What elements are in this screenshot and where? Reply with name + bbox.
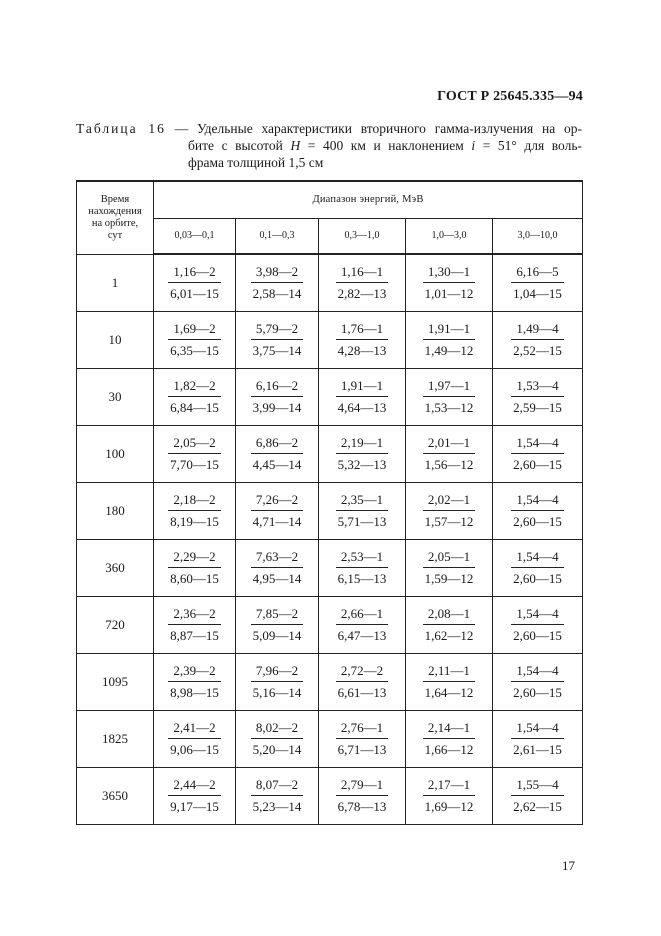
- fraction-denominator: 6,61—13: [337, 684, 387, 700]
- fraction-numerator: 2,53—1: [336, 548, 388, 568]
- fraction: [251, 263, 303, 302]
- fraction-denominator: 2,61—15: [513, 741, 562, 757]
- value-cell: [493, 539, 583, 596]
- table-row: [77, 482, 583, 539]
- fraction-denominator: 1,04—15: [513, 285, 562, 301]
- fraction-denominator: 1,59—12: [424, 570, 474, 586]
- fraction-denominator: 5,71—13: [337, 513, 387, 529]
- fraction-denominator: 1,53—12: [424, 399, 474, 415]
- fraction-numerator: 2,66—1: [336, 605, 388, 625]
- range-header-0: 0,03—0,1: [154, 218, 236, 254]
- fraction-denominator: 7,70—15: [170, 456, 219, 472]
- value-cell: [493, 596, 583, 653]
- fraction-numerator: 1,54—4: [511, 434, 563, 454]
- range-header-2: 0,3—1,0: [319, 218, 406, 254]
- value-cell: [406, 368, 493, 425]
- fraction: [336, 377, 388, 416]
- fraction: [251, 605, 303, 644]
- fraction: [168, 263, 220, 302]
- fraction-numerator: 2,01—1: [423, 434, 475, 454]
- time-cell: 720: [77, 596, 154, 653]
- fraction-numerator: 1,16—1: [336, 263, 388, 283]
- fraction-numerator: 1,69—2: [168, 320, 220, 340]
- fraction: [511, 776, 563, 815]
- fraction: [511, 320, 563, 359]
- fraction-numerator: 2,36—2: [168, 605, 220, 625]
- fraction: [423, 548, 475, 587]
- fraction-numerator: 1,97—1: [423, 377, 475, 397]
- value-cell: [154, 767, 236, 824]
- fraction-denominator: 1,69—12: [424, 798, 474, 814]
- fraction: [336, 263, 388, 302]
- caption-text-1: Удельные характеристики вторичного гамма-излучения на ор-: [196, 121, 582, 136]
- table-row: [77, 767, 583, 824]
- fraction: [251, 719, 303, 758]
- time-header-line: на орбите,: [91, 217, 139, 229]
- table-row: [77, 254, 583, 311]
- energy-range-header: Диапазон энергий, МэВ: [154, 181, 583, 218]
- fraction: [336, 548, 388, 587]
- fraction: [251, 548, 303, 587]
- table-row: [77, 368, 583, 425]
- fraction: [511, 434, 563, 473]
- fraction-numerator: 1,53—4: [511, 377, 563, 397]
- value-cell: [236, 767, 319, 824]
- fraction-numerator: 1,55—4: [511, 776, 563, 796]
- range-header-4: 3,0—10,0: [493, 218, 583, 254]
- fraction: [251, 434, 303, 473]
- fraction-numerator: 2,76—1: [336, 719, 388, 739]
- fraction-numerator: 2,11—1: [423, 662, 475, 682]
- value-cell: [493, 710, 583, 767]
- value-cell: [319, 596, 406, 653]
- value-cell: [236, 653, 319, 710]
- fraction: [251, 491, 303, 530]
- value-cell: [406, 596, 493, 653]
- fraction-numerator: 6,86—2: [251, 434, 303, 454]
- fraction: [251, 776, 303, 815]
- fraction-denominator: 1,56—12: [424, 456, 474, 472]
- value-cell: [406, 425, 493, 482]
- value-cell: [319, 311, 406, 368]
- value-cell: [154, 425, 236, 482]
- fraction-numerator: 2,35—1: [336, 491, 388, 511]
- fraction-denominator: 2,60—15: [513, 456, 562, 472]
- value-cell: [406, 254, 493, 311]
- value-cell: [236, 425, 319, 482]
- table-number: Таблица 16: [76, 121, 166, 136]
- fraction-denominator: 5,23—14: [252, 798, 302, 814]
- fraction: [168, 662, 220, 701]
- fraction: [423, 263, 475, 302]
- fraction: [511, 491, 563, 530]
- range-header-1: 0,1—0,3: [236, 218, 319, 254]
- fraction: [511, 377, 563, 416]
- time-header-line: сут: [107, 229, 123, 241]
- fraction-numerator: 7,96—2: [251, 662, 303, 682]
- fraction-numerator: 5,79—2: [251, 320, 303, 340]
- time-header-line: нахождения: [88, 205, 142, 217]
- fraction-numerator: 7,63—2: [251, 548, 303, 568]
- fraction-denominator: 9,17—15: [170, 798, 219, 814]
- fraction-numerator: 2,44—2: [168, 776, 220, 796]
- value-cell: [319, 482, 406, 539]
- fraction-denominator: 6,78—13: [337, 798, 387, 814]
- fraction-numerator: 2,79—1: [336, 776, 388, 796]
- fraction: [336, 662, 388, 701]
- fraction: [168, 320, 220, 359]
- fraction-numerator: 2,19—1: [336, 434, 388, 454]
- value-cell: [493, 311, 583, 368]
- value-cell: [154, 482, 236, 539]
- fraction: [423, 377, 475, 416]
- fraction-denominator: 4,45—14: [252, 456, 302, 472]
- fraction-numerator: 2,72—2: [336, 662, 388, 682]
- value-cell: [319, 425, 406, 482]
- value-cell: [406, 311, 493, 368]
- table-body: [77, 254, 583, 824]
- caption-text-2b: = 400 км и наклонением: [300, 138, 472, 153]
- fraction-numerator: 2,18—2: [168, 491, 220, 511]
- fraction: [336, 605, 388, 644]
- caption-dash: —: [165, 121, 197, 136]
- value-cell: [406, 710, 493, 767]
- table-row: [77, 425, 583, 482]
- value-cell: [236, 368, 319, 425]
- fraction-denominator: 1,64—12: [424, 684, 474, 700]
- fraction-denominator: 2,60—15: [513, 513, 562, 529]
- fraction-denominator: 5,09—14: [252, 627, 302, 643]
- fraction: [423, 776, 475, 815]
- fraction-denominator: 6,01—15: [170, 285, 219, 301]
- value-cell: [493, 482, 583, 539]
- fraction-denominator: 2,82—13: [337, 285, 387, 301]
- fraction-numerator: 1,54—4: [511, 491, 563, 511]
- fraction: [423, 434, 475, 473]
- fraction-denominator: 2,52—15: [513, 342, 562, 358]
- fraction-denominator: 3,75—14: [252, 342, 302, 358]
- fraction-denominator: 1,66—12: [424, 741, 474, 757]
- fraction-denominator: 2,60—15: [513, 627, 562, 643]
- caption-text-2c: = 51° для воль-: [475, 138, 583, 153]
- fraction-numerator: 6,16—5: [511, 263, 563, 283]
- fraction-numerator: 2,39—2: [168, 662, 220, 682]
- fraction: [251, 320, 303, 359]
- fraction-numerator: 1,54—4: [511, 605, 563, 625]
- fraction-denominator: 6,15—13: [337, 570, 387, 586]
- fraction-numerator: 1,16—2: [168, 263, 220, 283]
- value-cell: [236, 596, 319, 653]
- fraction: [336, 719, 388, 758]
- fraction-denominator: 2,58—14: [252, 285, 302, 301]
- value-cell: [154, 311, 236, 368]
- fraction-denominator: 6,84—15: [170, 399, 219, 415]
- fraction: [251, 377, 303, 416]
- fraction: [336, 434, 388, 473]
- value-cell: [154, 254, 236, 311]
- value-cell: [493, 254, 583, 311]
- fraction-denominator: 4,64—13: [337, 399, 387, 415]
- data-table: [76, 180, 583, 825]
- value-cell: [154, 710, 236, 767]
- fraction-numerator: 1,54—4: [511, 548, 563, 568]
- value-cell: [236, 539, 319, 596]
- value-cell: [406, 767, 493, 824]
- fraction-numerator: 2,05—2: [168, 434, 220, 454]
- fraction-denominator: 8,87—15: [170, 627, 219, 643]
- fraction-numerator: 1,30—1: [423, 263, 475, 283]
- time-cell: 100: [77, 425, 154, 482]
- fraction-numerator: 2,08—1: [423, 605, 475, 625]
- fraction-denominator: 8,19—15: [170, 513, 219, 529]
- fraction-denominator: 8,98—15: [170, 684, 219, 700]
- value-cell: [493, 425, 583, 482]
- fraction-denominator: 4,95—14: [252, 570, 302, 586]
- fraction: [336, 491, 388, 530]
- fraction-denominator: 5,32—13: [337, 456, 387, 472]
- fraction-denominator: 2,60—15: [513, 570, 562, 586]
- time-column-header: [77, 181, 154, 254]
- value-cell: [154, 368, 236, 425]
- value-cell: [319, 710, 406, 767]
- time-cell: 360: [77, 539, 154, 596]
- fraction-denominator: 4,28—13: [337, 342, 387, 358]
- fraction-denominator: 1,57—12: [424, 513, 474, 529]
- fraction-denominator: 4,71—14: [252, 513, 302, 529]
- fraction-denominator: 5,20—14: [252, 741, 302, 757]
- range-header-3: 1,0—3,0: [406, 218, 493, 254]
- value-cell: [493, 368, 583, 425]
- page-number: 17: [562, 858, 575, 873]
- value-cell: [406, 539, 493, 596]
- fraction-numerator: 6,16—2: [251, 377, 303, 397]
- time-cell: 1: [77, 254, 154, 311]
- fraction-denominator: 2,62—15: [513, 798, 562, 814]
- fraction-denominator: 1,49—12: [424, 342, 474, 358]
- fraction-numerator: 1,76—1: [336, 320, 388, 340]
- caption-line-2: [76, 137, 582, 154]
- time-cell: 30: [77, 368, 154, 425]
- caption-line-3: фрама толщиной 1,5 см: [188, 155, 324, 170]
- table-row: [77, 653, 583, 710]
- value-cell: [319, 653, 406, 710]
- fraction-numerator: 1,91—1: [336, 377, 388, 397]
- fraction-numerator: 8,07—2: [251, 776, 303, 796]
- fraction: [511, 605, 563, 644]
- fraction: [423, 491, 475, 530]
- time-cell: 180: [77, 482, 154, 539]
- value-cell: [319, 767, 406, 824]
- value-cell: [236, 710, 319, 767]
- caption-var-h: H: [290, 138, 301, 153]
- fraction-numerator: 1,82—2: [168, 377, 220, 397]
- table-row: [77, 710, 583, 767]
- fraction-denominator: 6,35—15: [170, 342, 219, 358]
- fraction: [168, 434, 220, 473]
- fraction: [168, 377, 220, 416]
- table-caption: [76, 120, 582, 171]
- time-cell: 10: [77, 311, 154, 368]
- fraction-denominator: 9,06—15: [170, 741, 219, 757]
- value-cell: [493, 653, 583, 710]
- document-code: ГОСТ Р 25645.335—94: [437, 89, 583, 104]
- value-cell: [406, 653, 493, 710]
- fraction: [251, 662, 303, 701]
- value-cell: [236, 311, 319, 368]
- fraction-numerator: 7,26—2: [251, 491, 303, 511]
- time-cell: 1095: [77, 653, 154, 710]
- fraction: [336, 776, 388, 815]
- table-row: [77, 311, 583, 368]
- fraction-denominator: 6,47—13: [337, 627, 387, 643]
- fraction: [423, 662, 475, 701]
- fraction-numerator: 7,85—2: [251, 605, 303, 625]
- fraction-denominator: 3,99—14: [252, 399, 302, 415]
- value-cell: [236, 254, 319, 311]
- value-cell: [319, 254, 406, 311]
- caption-var-i: i: [471, 138, 476, 153]
- caption-text-2a: бите с высотой: [188, 138, 291, 153]
- fraction-denominator: 8,60—15: [170, 570, 219, 586]
- fraction-denominator: 2,59—15: [513, 399, 562, 415]
- fraction-numerator: 2,05—1: [423, 548, 475, 568]
- fraction-numerator: 2,41—2: [168, 719, 220, 739]
- fraction: [511, 662, 563, 701]
- value-cell: [493, 767, 583, 824]
- fraction-denominator: 1,62—12: [424, 627, 474, 643]
- value-cell: [236, 482, 319, 539]
- fraction-numerator: 1,91—1: [423, 320, 475, 340]
- value-cell: [154, 653, 236, 710]
- fraction-numerator: 2,17—1: [423, 776, 475, 796]
- fraction-numerator: 1,54—4: [511, 719, 563, 739]
- fraction: [168, 548, 220, 587]
- fraction: [511, 548, 563, 587]
- fraction-denominator: 2,60—15: [513, 684, 562, 700]
- fraction-numerator: 1,54—4: [511, 662, 563, 682]
- fraction: [168, 776, 220, 815]
- table-row: [77, 539, 583, 596]
- fraction-numerator: 2,29—2: [168, 548, 220, 568]
- fraction-denominator: 6,71—13: [337, 741, 387, 757]
- fraction-numerator: 1,49—4: [511, 320, 563, 340]
- time-cell: 3650: [77, 767, 154, 824]
- time-header-line: Время: [100, 193, 130, 205]
- value-cell: [154, 596, 236, 653]
- fraction: [168, 491, 220, 530]
- fraction: [168, 605, 220, 644]
- fraction: [423, 719, 475, 758]
- fraction: [423, 605, 475, 644]
- fraction-numerator: 3,98—2: [251, 263, 303, 283]
- fraction: [511, 263, 563, 302]
- fraction-numerator: 2,14—1: [423, 719, 475, 739]
- fraction: [336, 320, 388, 359]
- fraction-numerator: 2,02—1: [423, 491, 475, 511]
- fraction: [423, 320, 475, 359]
- fraction-numerator: 8,02—2: [251, 719, 303, 739]
- fraction: [168, 719, 220, 758]
- value-cell: [319, 539, 406, 596]
- time-cell: 1825: [77, 710, 154, 767]
- value-cell: [154, 539, 236, 596]
- value-cell: [319, 368, 406, 425]
- fraction-denominator: 5,16—14: [252, 684, 302, 700]
- table-row: [77, 596, 583, 653]
- fraction-denominator: 1,01—12: [424, 285, 474, 301]
- caption-line-1: [76, 120, 582, 137]
- value-cell: [406, 482, 493, 539]
- fraction: [511, 719, 563, 758]
